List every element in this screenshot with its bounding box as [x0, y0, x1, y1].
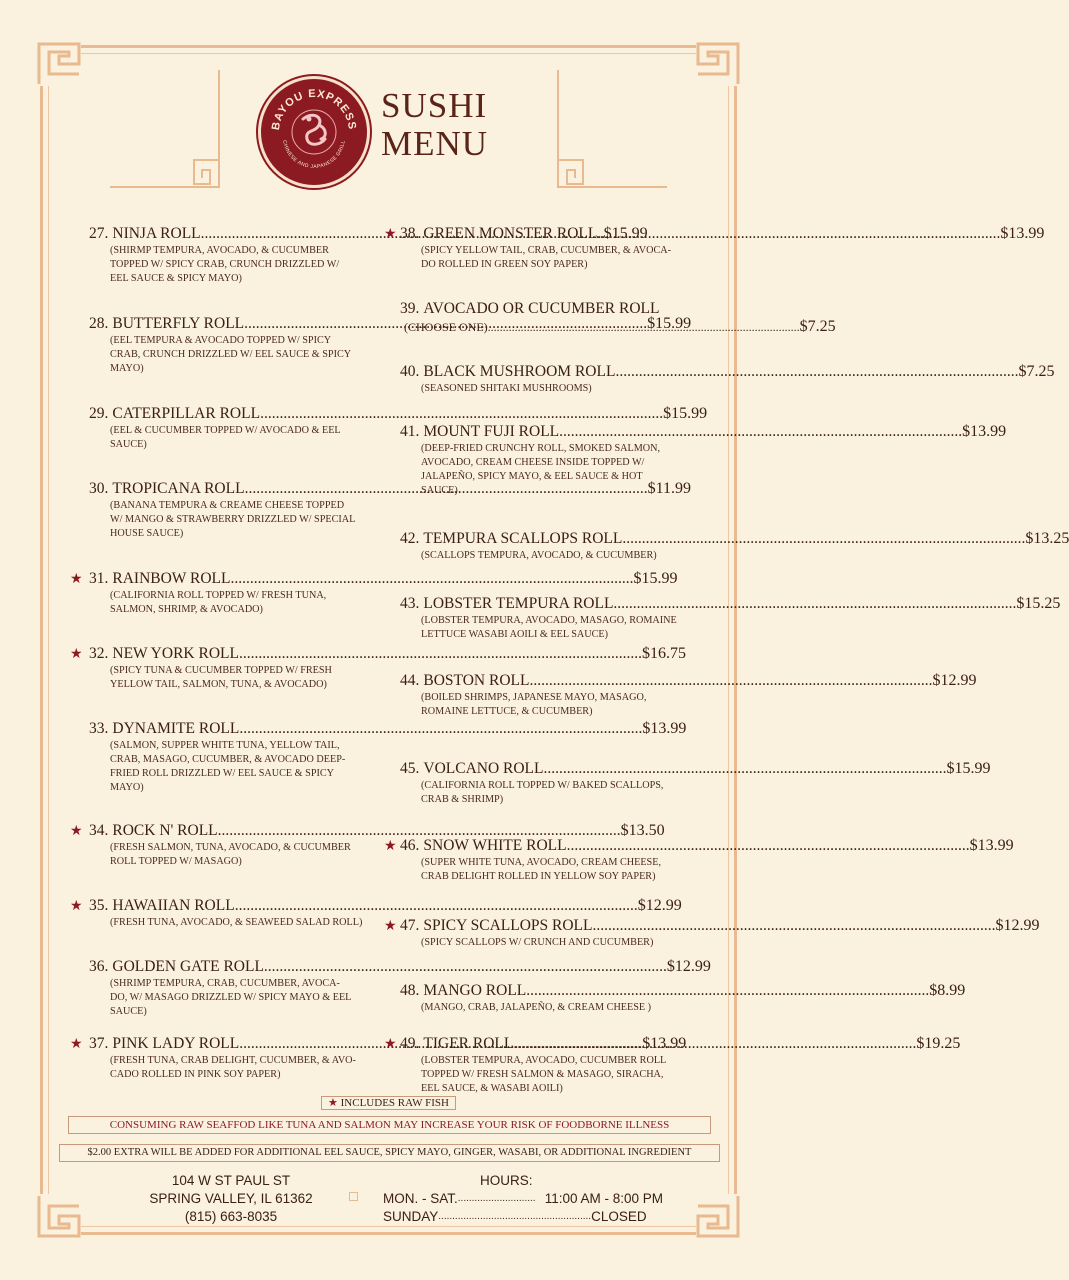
menu-item-name: SPICY SCALLOPS ROLL — [423, 917, 593, 934]
menu-item-title — [89, 405, 708, 423]
menu-item-title — [89, 720, 687, 738]
menu-item-price: $15.99 — [603, 225, 648, 242]
menu-item-description — [89, 334, 366, 376]
menu-item-price: $12.99 — [666, 958, 711, 975]
leader-dots — [615, 363, 1018, 381]
menu-item-description — [400, 1054, 690, 1096]
menu-item-number: 36. — [89, 958, 109, 975]
menu-item-number: 42. — [400, 530, 420, 547]
menu-item-title — [400, 423, 1007, 441]
menu-item-price: $15.25 — [1016, 595, 1061, 612]
menu-item-description-line: ROLL TOPPED W/ MASAGO) — [110, 856, 242, 867]
menu-item-description — [400, 549, 690, 563]
menu-item-description-line: JALAPEÑO, SPICY MAYO, & EEL SAUCE & HOT — [421, 471, 643, 482]
menu-item-description-line: (FRESH TUNA, AVOCADO, & SEAWEED SALAD ROLL) — [110, 917, 363, 928]
menu-item — [400, 1035, 961, 1096]
restaurant-logo — [258, 76, 370, 188]
menu-item-description-line: CADO ROLLED IN PINK SOY PAPER) — [110, 1069, 281, 1080]
menu-item-number: 40. — [400, 363, 420, 380]
menu-item-description — [400, 442, 690, 498]
menu-item-price: $15.99 — [946, 760, 991, 777]
menu-item-title — [400, 917, 1040, 935]
address-line-2: SPRING VALLEY, IL 61362 — [149, 1191, 313, 1206]
menu-item-description-line: (BOILED SHRIMPS, JAPANESE MAYO, MASAGO, — [421, 692, 647, 703]
header-meander-left — [190, 158, 220, 188]
leader-dots — [526, 982, 929, 1000]
menu-item — [400, 982, 966, 1015]
menu-item-description — [89, 739, 366, 795]
menu-item-description-line: CRAB DELIGHT ROLLED IN YELLOW SOY PAPER) — [421, 871, 656, 882]
menu-item-title — [89, 570, 678, 588]
menu-item-description-line: (SUPER WHITE TUNA, AVOCADO, CREAM CHEESE, — [421, 857, 661, 868]
menu-item-description — [89, 499, 366, 541]
menu-item-name: MOUNT FUJI ROLL — [423, 423, 560, 440]
menu-item-name: DYNAMITE ROLL — [112, 720, 240, 737]
menu-item-number: 47. — [400, 917, 420, 934]
menu-item-description — [400, 691, 690, 719]
leader-dots — [239, 645, 642, 663]
menu-item-description-line: (EEL TEMPURA & AVOCADO TOPPED W/ SPICY — [110, 335, 332, 346]
menu-item-price: $11.99 — [647, 480, 691, 497]
menu-item — [400, 760, 991, 807]
menu-item-description — [89, 664, 366, 692]
menu-item-description-line: (SEASONED SHITAKI MUSHROOMS) — [421, 383, 592, 394]
hours-row-weekdays — [383, 1190, 663, 1208]
menu-item-description-line: DO ROLLED IN GREEN SOY PAPER) — [421, 259, 588, 270]
leader-dots — [529, 672, 932, 690]
raw-seafood-warning: CONSUMING RAW SEAFFOD LIKE TUNA AND SALMON MAY INCREASE YOUR RISK OF FOODBORNE ILLNESS — [68, 1116, 711, 1134]
menu-item-name: PINK LADY ROLL — [112, 1035, 240, 1052]
raw-fish-star-icon: ★ — [384, 1036, 397, 1052]
menu-item-number: 37. — [89, 1035, 109, 1052]
menu-item-description — [400, 1001, 690, 1015]
title-line-2: MENU — [381, 124, 489, 163]
hours-block — [383, 1172, 663, 1226]
menu-item-name: HAWAIIAN ROLL — [112, 897, 235, 914]
hours-row-sunday — [383, 1208, 647, 1226]
menu-item — [400, 837, 1014, 884]
dragon-icon — [261, 79, 367, 185]
leader-dots — [239, 720, 642, 738]
corner-ornament-top-right — [696, 42, 740, 86]
menu-item-description-line: TOPPED W/ FRESH SALMON & MASAGO, SIRACHA, — [421, 1069, 664, 1080]
menu-item-description — [89, 1054, 366, 1082]
leader-dots — [567, 837, 970, 855]
hours-weekdays-time: 11:00 AM - 8:00 PM — [544, 1191, 663, 1206]
raw-fish-note-text: INCLUDES RAW FISH — [340, 1097, 449, 1109]
hours-label: HOURS: — [480, 1173, 533, 1188]
menu-item-number: 34. — [89, 822, 109, 839]
corner-ornament-top-left — [37, 42, 81, 86]
menu-item-description-line: (SPICY SCALLOPS W/ CRUNCH AND CUCUMBER) — [421, 937, 654, 948]
menu-item-price: $15.99 — [633, 570, 678, 587]
menu-item-description — [400, 936, 690, 950]
hours-sunday-time: CLOSED — [591, 1209, 647, 1224]
menu-item-description-line: (EEL & CUCUMBER TOPPED W/ AVOCADO & EEL — [110, 425, 341, 436]
menu-item-subtitle: (CHOOSE ONE) — [404, 320, 488, 334]
menu-item-description-line: CRAB, CRUNCH DRIZZLED W/ EEL SAUCE & SPICY — [110, 349, 352, 360]
menu-item-title — [89, 822, 665, 840]
menu-item-description-line: (FRESH SALMON, TUNA, AVOCADO, & CUCUMBER — [110, 842, 351, 853]
raw-fish-note: ★ INCLUDES RAW FISH — [0, 1096, 777, 1109]
menu-item-description-line: (SHIRMP TEMPURA, AVOCADO, & CUCUMBER — [110, 245, 329, 256]
menu-item-name: RAINBOW ROLL — [112, 570, 231, 587]
menu-item-title — [400, 595, 1061, 613]
menu-item-description-line: (FRESH TUNA, CRAB DELIGHT, CUCUMBER, & AVO- — [110, 1055, 356, 1066]
leader-dots — [559, 423, 962, 441]
menu-item-price: $13.99 — [969, 837, 1014, 854]
leader-dots — [544, 760, 947, 778]
menu-item-description — [89, 977, 366, 1019]
menu-item — [400, 530, 1069, 563]
menu-item-number: 31. — [89, 570, 109, 587]
menu-item-name: BLACK MUSHROOM ROLL — [423, 363, 616, 380]
menu-item-number: 32. — [89, 645, 109, 662]
leader-dots — [622, 530, 1025, 548]
leader-dots — [592, 917, 995, 935]
menu-item-number: 41. — [400, 423, 420, 440]
menu-item — [400, 363, 1055, 396]
leader-dots — [613, 595, 1016, 613]
menu-item-description-line: (BANANA TEMPURA & CREAME CHEESE TOPPED — [110, 500, 345, 511]
menu-item-name: AVOCADO OR CUCUMBER ROLL — [423, 300, 660, 317]
menu-item-number: 39. — [400, 300, 420, 317]
leader-dots — [488, 320, 800, 335]
menu-item-number: 46. — [400, 837, 420, 854]
leader-dots — [235, 897, 638, 915]
menu-item-description-line: (SHRIMP TEMPURA, CRAB, CUCUMBER, AVOCA- — [110, 978, 340, 989]
menu-item-description-line: MAYO) — [110, 363, 144, 374]
menu-item-price: $13.99 — [962, 423, 1007, 440]
menu-item-description-line: DO, W/ MASAGO DRIZZLED W/ SPICY MAYO & EEL — [110, 992, 352, 1003]
leader-dots — [260, 405, 663, 423]
menu-item-number: 27. — [89, 225, 109, 242]
menu-item-title — [89, 645, 686, 663]
corner-ornament-bottom-left — [37, 1194, 81, 1238]
menu-item-description-line: SAUCE) — [110, 1006, 147, 1017]
menu-item-description-line: AVOCADO, CREAM CHEESE INSIDE TOPPED W/ — [421, 457, 645, 468]
menu-item-name: SNOW WHITE ROLL — [423, 837, 567, 854]
menu-item-description-line: YELLOW TAIL, SALMON, TUNA, & AVOCADO) — [110, 679, 327, 690]
leader-dots — [597, 225, 1000, 243]
menu-item-title — [400, 982, 966, 1000]
leader-dots — [513, 1035, 916, 1053]
menu-item-price: $16.75 — [641, 645, 686, 662]
menu-item-price: $12.99 — [932, 672, 977, 689]
menu-item-description-line: (SCALLOPS TEMPURA, AVOCADO, & CUCUMBER) — [421, 550, 657, 561]
menu-item-price: $12.99 — [995, 917, 1040, 934]
menu-item-description — [400, 779, 690, 807]
menu-item-name: ROCK N' ROLL — [112, 822, 218, 839]
menu-item-title — [400, 225, 1045, 243]
menu-item-name: NINJA ROLL — [112, 225, 201, 242]
menu-item-number: 30. — [89, 480, 109, 497]
menu-item-price: $7.25 — [1018, 363, 1055, 380]
menu-item-number: 33. — [89, 720, 109, 737]
raw-fish-star-icon: ★ — [70, 823, 83, 839]
page-title — [381, 87, 488, 163]
menu-item-name: CATERPILLAR ROLL — [112, 405, 261, 422]
menu-item-title — [400, 760, 991, 778]
menu-item-description-line: SAUCE) — [110, 439, 147, 450]
menu-item-name: GOLDEN GATE ROLL — [112, 958, 264, 975]
menu-item-description — [400, 382, 690, 396]
leader-dots — [231, 570, 634, 588]
logo-top-text: BAYOU EXPRESS — [269, 87, 359, 132]
menu-item-description-line: HOUSE SAUCE) — [110, 528, 184, 539]
menu-item — [400, 225, 1045, 272]
menu-item-title — [400, 837, 1014, 855]
hours-weekdays-day: MON. - SAT. — [383, 1191, 458, 1206]
raw-fish-star-icon: ★ — [384, 838, 397, 854]
menu-item-price: $13.99 — [642, 1035, 687, 1052]
menu-item-number: 29. — [89, 405, 109, 422]
menu-item-price: $15.99 — [663, 405, 708, 422]
menu-item-price: $13.50 — [620, 822, 665, 839]
svg-text:BAYOU EXPRESS — [270, 88, 358, 131]
menu-item-price: $7.25 — [799, 318, 836, 335]
menu-item-description-line: (LOBSTER TEMPURA, AVOCADO, CUCUMBER ROLL — [421, 1055, 667, 1066]
phone-number: (815) 663-8035 — [184, 1209, 278, 1224]
corner-ornament-bottom-right — [696, 1194, 740, 1238]
hours-dots: ....................................................... — [438, 1211, 592, 1222]
menu-item-description-line: (SPICY TUNA & CUCUMBER TOPPED W/ FRESH — [110, 665, 332, 676]
menu-item-name: TEMPURA SCALLOPS ROLL — [423, 530, 623, 547]
menu-item-description-line: LETTUCE WASABI AOILI & EEL SAUCE) — [421, 629, 609, 640]
menu-item-price: $19.25 — [916, 1035, 961, 1052]
menu-item-number: 28. — [89, 315, 109, 332]
menu-item-description — [400, 244, 690, 272]
menu-item-price: $13.99 — [1000, 225, 1045, 242]
menu-item-description-line: (CALIFORNIA ROLL TOPPED W/ BAKED SCALLOPS, — [421, 780, 664, 791]
menu-item-description — [400, 614, 690, 642]
menu-item-number: 49. — [400, 1035, 420, 1052]
menu-item-title — [400, 672, 977, 690]
menu-item-description-line: (CALIFORNIA ROLL TOPPED W/ FRESH TUNA, — [110, 590, 327, 601]
logo-bottom-text: CHINESE AND JAPANESE GRILL — [281, 139, 347, 171]
menu-item-name: BOSTON ROLL — [423, 672, 530, 689]
address-line-1: 104 W ST PAUL ST — [171, 1173, 291, 1188]
menu-item-description-line: (SPICY YELLOW TAIL, CRAB, CUCUMBER, & AVOCA- — [421, 245, 672, 256]
menu-item-description-line: FRIED ROLL DRIZZLED W/ EEL SAUCE & SPICY — [110, 768, 335, 779]
title-line-1: SUSHI — [381, 86, 488, 125]
menu-item-subtitle-line — [400, 318, 836, 336]
raw-fish-star-icon: ★ — [384, 226, 397, 242]
hours-sunday-day: SUNDAY — [383, 1209, 439, 1224]
hours-dots: ............................ — [457, 1193, 536, 1204]
menu-item-description-line: EEL SAUCE & SPICY MAYO) — [110, 273, 242, 284]
raw-fish-star-icon: ★ — [70, 646, 83, 662]
header-meander-right — [557, 158, 587, 188]
menu-item-description-line: MAYO) — [110, 782, 144, 793]
menu-item-description — [89, 589, 366, 617]
menu-item-description-line: (LOBSTER TEMPURA, AVOCADO, MASAGO, ROMAINE — [421, 615, 677, 626]
menu-item-price: $15.99 — [647, 315, 692, 332]
menu-item-name: VOLCANO ROLL — [423, 760, 544, 777]
menu-item-number: 35. — [89, 897, 109, 914]
raw-fish-star-icon: ★ — [70, 898, 83, 914]
menu-item-description-line: (SALMON, SUPPER WHITE TUNA, YELLOW TAIL, — [110, 740, 340, 751]
menu-item-number: 38. — [400, 225, 420, 242]
menu-item-title — [400, 1035, 961, 1053]
menu-item-description-line: (MANGO, CRAB, JALAPEÑO, & CREAM CHEESE ) — [421, 1002, 652, 1013]
raw-fish-star-icon: ★ — [70, 1036, 83, 1052]
menu-item-name: BUTTERFLY ROLL — [112, 315, 245, 332]
menu-item-description-line: CRAB, MASAGO, CUCUMBER, & AVOCADO DEEP- — [110, 754, 346, 765]
menu-item — [400, 917, 1040, 950]
menu-item — [400, 672, 977, 719]
menu-item-price: $8.99 — [929, 982, 966, 999]
menu-item-description-line: CRAB & SHRIMP) — [421, 794, 504, 805]
menu-item-name: TIGER ROLL — [423, 1035, 514, 1052]
footer-divider-icon — [349, 1192, 358, 1201]
menu-item-title — [89, 958, 711, 976]
menu-item-description — [89, 424, 366, 452]
raw-fish-star-icon: ★ — [384, 918, 397, 934]
menu-item — [400, 595, 1061, 642]
menu-item-description — [89, 916, 366, 930]
menu-item-description-line: SAUCE) — [421, 485, 458, 496]
menu-item-number: 44. — [400, 672, 420, 689]
menu-item-name: GREEN MONSTER ROLL — [423, 225, 598, 242]
menu-item-description-line: EEL SAUCE, & WASABI AOILI) — [421, 1083, 563, 1094]
menu-item-price: $12.99 — [637, 897, 682, 914]
menu-item-name: NEW YORK ROLL — [112, 645, 239, 662]
extra-charge-note: $2.00 EXTRA WILL BE ADDED FOR ADDITIONAL EEL SAUCE, SPICY MAYO, GINGER, WASABI, OR ADDITIONAL INGREDIENT — [59, 1144, 720, 1162]
menu-item-title — [89, 897, 682, 915]
menu-item-price: $13.25 — [1025, 530, 1069, 547]
menu-item-title — [400, 530, 1069, 548]
menu-item-description-line: (DEEP-FRIED CRUNCHY ROLL, SMOKED SALMON, — [421, 443, 661, 454]
menu-item-description-line: ROMAINE LETTUCE, & CUCUMBER) — [421, 706, 593, 717]
menu-item-description — [89, 841, 366, 869]
menu-item-description — [89, 244, 366, 286]
menu-item-number: 48. — [400, 982, 420, 999]
menu-item-description-line: W/ MANGO & STRAWBERRY DRIZZLED W/ SPECIAL — [110, 514, 356, 525]
menu-item — [400, 423, 1007, 498]
menu-item-number: 43. — [400, 595, 420, 612]
menu-item-description-line: SALMON, SHRIMP, & AVOCADO) — [110, 604, 263, 615]
address-block — [140, 1172, 322, 1226]
menu-item-name: LOBSTER TEMPURA ROLL — [423, 595, 614, 612]
menu-item-title — [400, 363, 1055, 381]
menu-item-description — [400, 856, 690, 884]
raw-fish-star-icon: ★ — [70, 571, 83, 587]
menu-item-title — [400, 300, 690, 318]
menu-item — [400, 300, 836, 336]
menu-item-price: $13.99 — [642, 720, 687, 737]
menu-item-number: 45. — [400, 760, 420, 777]
menu-item-name: TROPICANA ROLL — [112, 480, 245, 497]
menu-item-description-line: TOPPED W/ SPICY CRAB, CRUNCH DRIZZLED W/ — [110, 259, 340, 270]
menu-item-name: MANGO ROLL — [423, 982, 527, 999]
leader-dots — [264, 958, 667, 976]
